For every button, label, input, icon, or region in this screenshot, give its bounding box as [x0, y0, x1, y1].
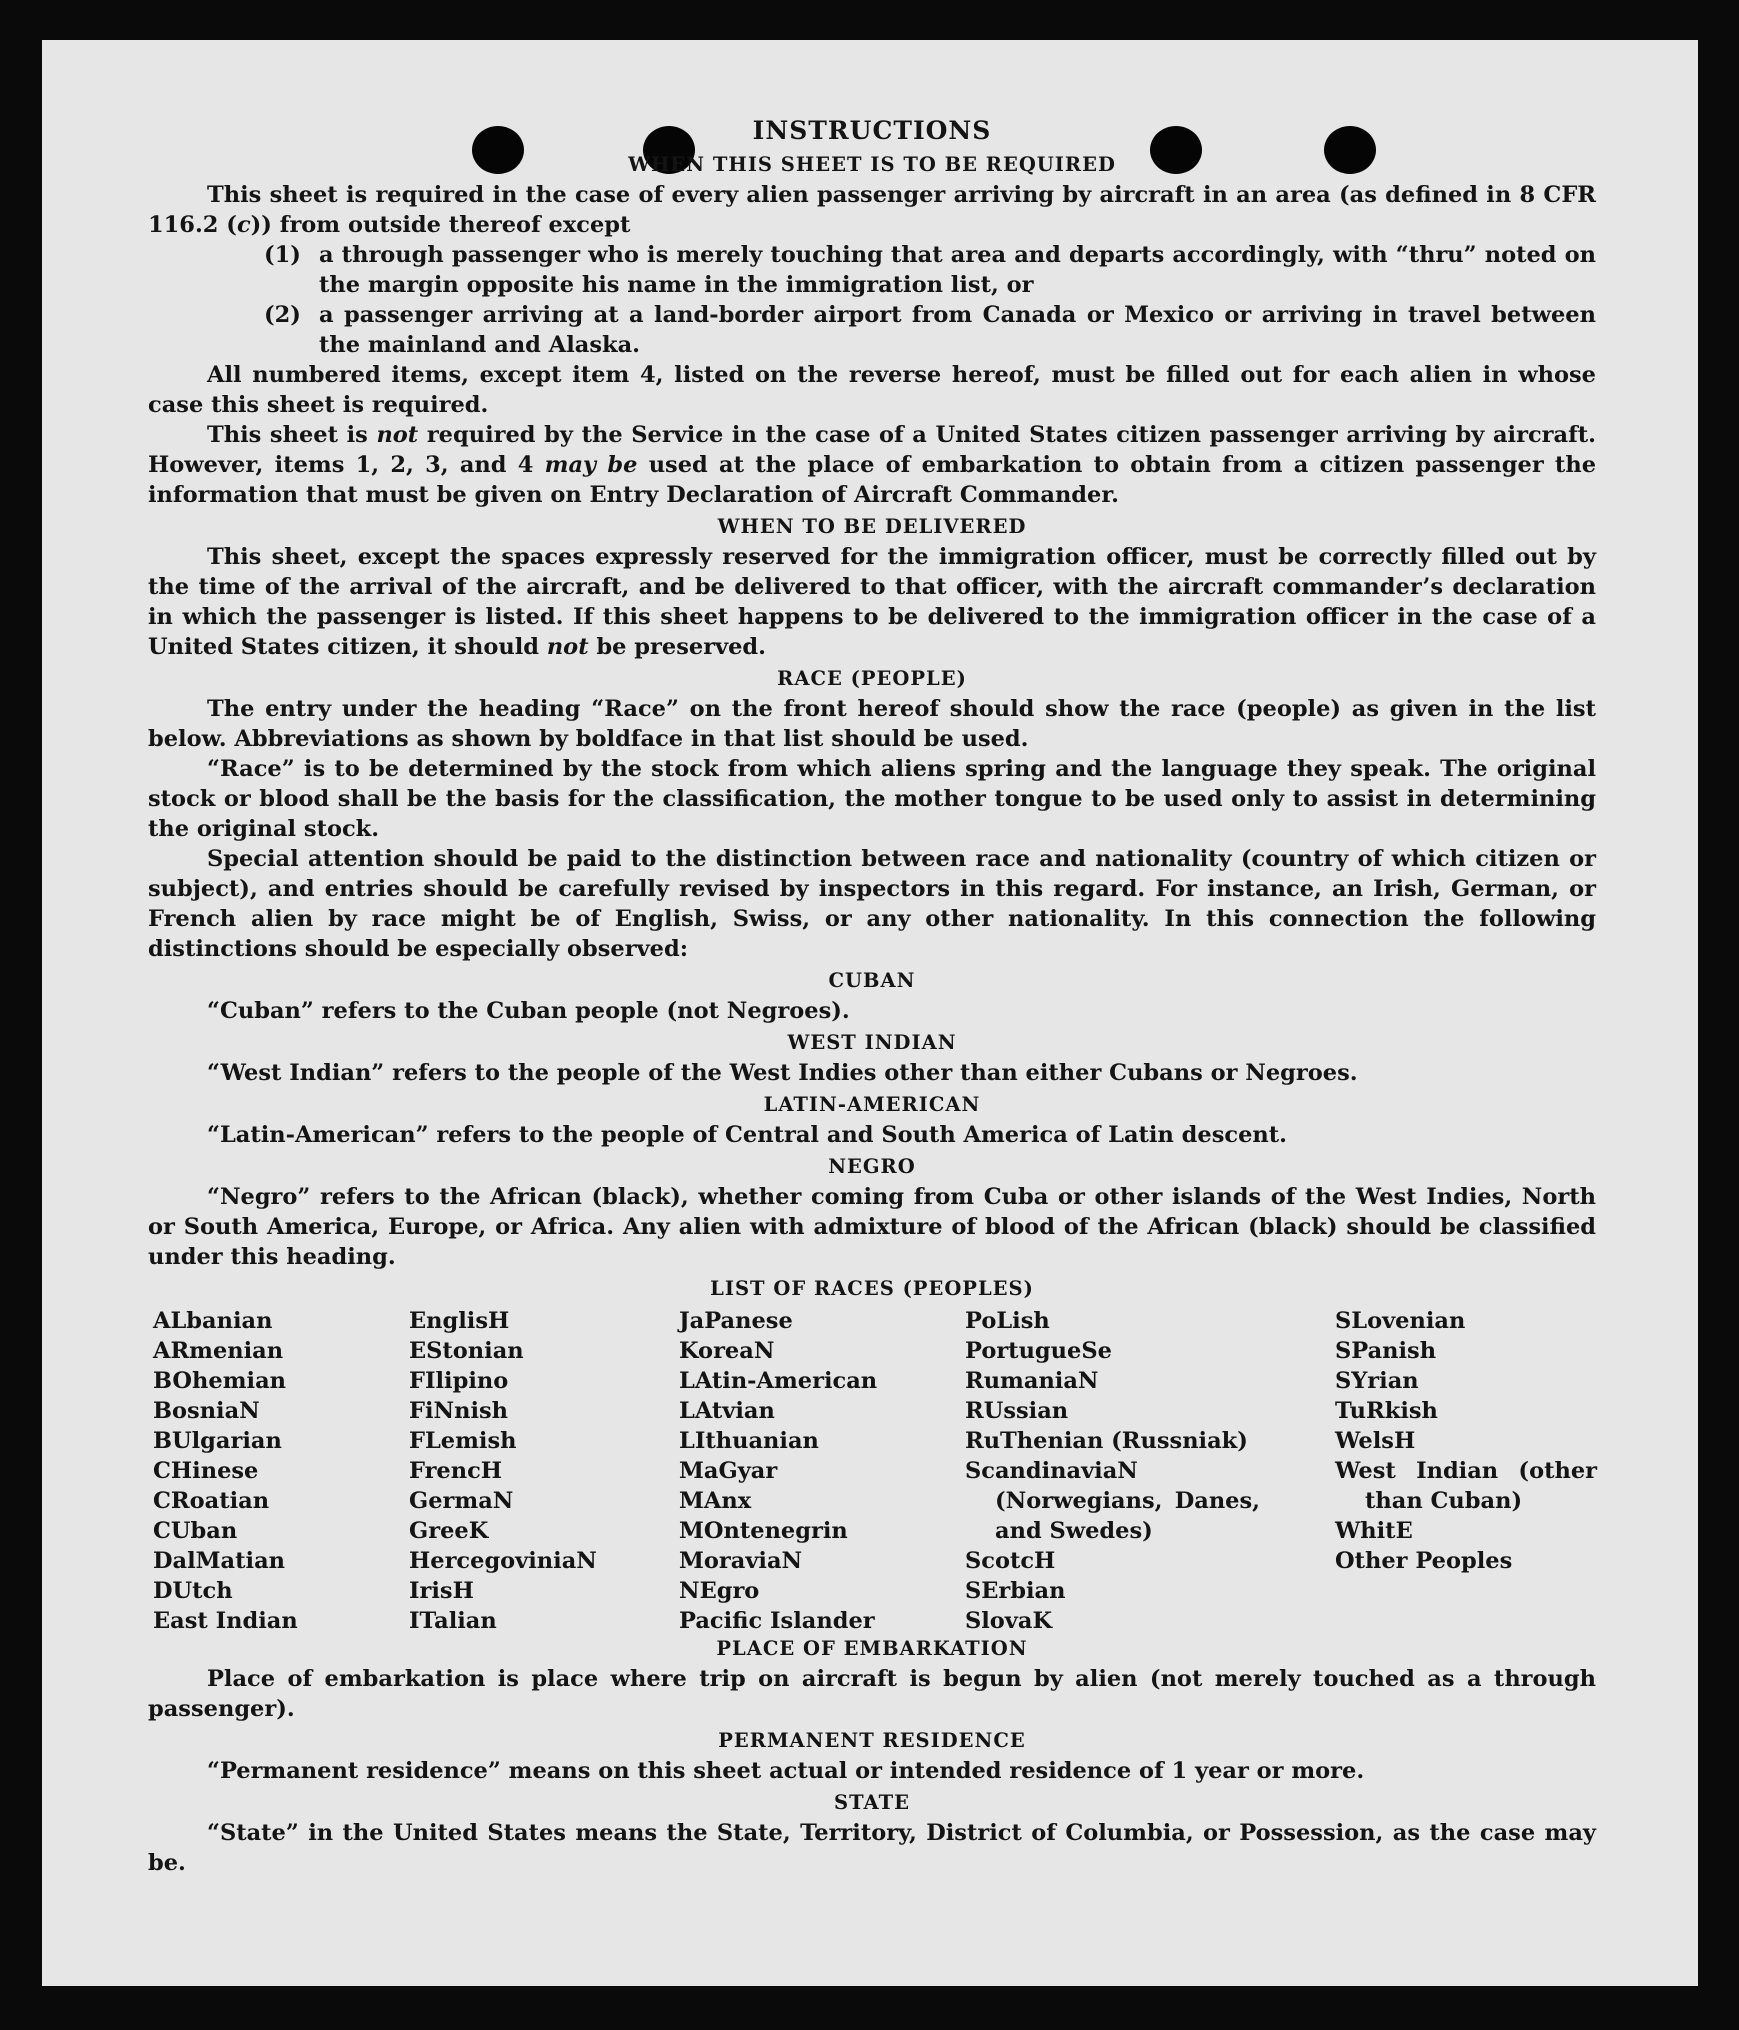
race-item: ITalian	[409, 1608, 497, 1634]
race-item: BOhemian	[153, 1368, 287, 1394]
paragraph	[148, 694, 1596, 754]
races-column	[679, 1306, 877, 1636]
race-item: SErbian	[965, 1578, 1066, 1604]
paragraph	[148, 1664, 1596, 1724]
race-item: SlovaK	[965, 1608, 1053, 1634]
race-item: Other Peoples	[1335, 1548, 1513, 1574]
race-item: KoreaN	[679, 1338, 775, 1364]
race-item: HercegoviniaN	[409, 1548, 597, 1574]
race-item: ScandinaviaN (Norwegians, Danes, and Swedes)	[965, 1458, 1260, 1544]
emphasis-text: not	[546, 634, 589, 660]
text-segment: be preserved.	[588, 634, 767, 660]
race-item: MaGyar	[679, 1458, 778, 1484]
text-segment: The entry under the heading “Race” on the front hereof should show the race (people) as given in the list below. Abbreviations as shown by boldface in that list should be used.	[148, 696, 1596, 752]
section-heading: WHEN TO BE DELIVERED	[717, 515, 1027, 538]
text-segment: required by the Service in the case of a United States citizen passenger arriving by aircraft. However, items 1, 2, 3, and 4	[148, 422, 1596, 478]
race-item: NEgro	[679, 1578, 760, 1604]
race-item: IrisH	[409, 1578, 474, 1604]
race-item: CUban	[153, 1518, 238, 1544]
race-item: RuThenian (Russniak)	[965, 1428, 1248, 1454]
emphasis-text: not	[376, 422, 419, 448]
race-item: ARmenian	[153, 1338, 284, 1364]
text-segment: “Cuban” refers to the Cuban people (not Negroes).	[207, 998, 850, 1024]
race-item: RumaniaN	[965, 1368, 1099, 1394]
race-item: MoraviaN	[679, 1548, 803, 1574]
race-item: FiNnish	[409, 1398, 509, 1424]
item-text	[319, 300, 1596, 360]
item-text	[319, 240, 1596, 300]
race-item: LIthuanian	[679, 1428, 819, 1454]
section-heading: RACE (PEOPLE)	[777, 667, 967, 690]
race-item: MOntenegrin	[679, 1518, 848, 1544]
races-column	[153, 1306, 298, 1636]
section-heading: CUBAN	[828, 969, 916, 992]
races-column	[409, 1306, 597, 1636]
race-item: West Indian (other than Cuban)	[1335, 1458, 1597, 1514]
text-segment: a passenger arriving at a land-border airport from Canada or Mexico or arriving in travel between the mainland and Alaska.	[319, 302, 1596, 358]
section-heading: WEST INDIAN	[787, 1031, 957, 1054]
paragraph	[148, 1756, 1596, 1786]
race-item: TuRkish	[1335, 1398, 1438, 1424]
emphasis-text: c	[236, 212, 251, 238]
section-heading: PERMANENT RESIDENCE	[718, 1729, 1026, 1752]
race-item: JaPanese	[679, 1308, 793, 1334]
paragraph	[148, 180, 1596, 240]
race-item: CHinese	[153, 1458, 259, 1484]
paragraph	[148, 1058, 1596, 1088]
item-number: (1)	[264, 242, 301, 268]
paragraph	[148, 542, 1596, 662]
races-list	[148, 1306, 1596, 1632]
emphasis-text: may be	[544, 452, 638, 478]
race-item: PortugueSe	[965, 1338, 1112, 1364]
section-heading: LATIN-AMERICAN	[763, 1093, 981, 1116]
race-item: EnglisH	[409, 1308, 510, 1334]
paragraph	[148, 360, 1596, 420]
text-segment: This sheet is required in the case of every alien passenger arriving by aircraft in an area (as defined in 8 CFR 116.2 (	[148, 182, 1596, 238]
item-number: (2)	[264, 302, 301, 328]
text-segment: “State” in the United States means the State, Territory, District of Columbia, or Possession, as the case may be.	[148, 1820, 1596, 1876]
race-item: FLemish	[409, 1428, 517, 1454]
race-item: CRoatian	[153, 1488, 270, 1514]
race-item: EStonian	[409, 1338, 524, 1364]
race-item: PoLish	[965, 1308, 1050, 1334]
race-item: RUssian	[965, 1398, 1069, 1424]
text-segment: Place of embarkation is place where trip on aircraft is begun by alien (not merely touched as a through passenger).	[148, 1666, 1596, 1722]
race-item: GermaN	[409, 1488, 514, 1514]
text-segment: This sheet is	[207, 422, 377, 448]
section-heading: LIST OF RACES (PEOPLES)	[710, 1277, 1034, 1300]
races-column	[1335, 1306, 1597, 1576]
paragraph	[148, 844, 1596, 964]
instructions-content	[148, 114, 1596, 1878]
race-item: WhitE	[1335, 1518, 1413, 1544]
race-item: BosniaN	[153, 1398, 260, 1424]
text-segment: “West Indian” refers to the people of the West Indies other than either Cubans or Negroes.	[207, 1060, 1358, 1086]
text-segment: “Race” is to be determined by the stock from which aliens spring and the language they speak. The original stock or blood shall be the basis for the classification, the mother tongue to be used only to assist in determining the original stock.	[148, 756, 1596, 842]
text-segment: “Negro” refers to the African (black), whether coming from Cuba or other islands of the West Indies, North or South America, Europe, or Africa. Any alien with admixture of blood of the African (black) should be classified under this heading.	[148, 1184, 1596, 1270]
race-item: SPanish	[1335, 1338, 1437, 1364]
race-item: FIlipino	[409, 1368, 509, 1394]
race-item: WelsH	[1335, 1428, 1416, 1454]
text-segment: Special attention should be paid to the distinction between race and nationality (country of which citizen or subject), and entries should be carefully revised by inspectors in this regard. For instance, an Irish, German, or French alien by race might be of English, Swiss, or any other nationality. In this connection the following distinctions should be especially observed:	[148, 846, 1596, 962]
paragraph	[148, 1120, 1596, 1150]
race-item: FrencH	[409, 1458, 503, 1484]
paragraph	[148, 420, 1596, 510]
list-item	[264, 300, 1596, 360]
text-segment: All numbered items, except item 4, listed on the reverse hereof, must be filled out for each alien in whose case this sheet is required.	[148, 362, 1596, 418]
races-column	[965, 1306, 1260, 1636]
paragraph	[148, 1182, 1596, 1272]
paragraph	[148, 996, 1596, 1026]
race-item: SLovenian	[1335, 1308, 1466, 1334]
race-item: LAtvian	[679, 1398, 775, 1424]
race-item: ScotcH	[965, 1548, 1056, 1574]
list-item	[264, 240, 1596, 300]
section-heading: NEGRO	[828, 1155, 916, 1178]
text-segment: a through passenger who is merely touching that area and departs accordingly, with “thru” noted on the margin opposite his name in the immigration list, or	[319, 242, 1596, 298]
race-item: SYrian	[1335, 1368, 1419, 1394]
paragraph	[148, 1818, 1596, 1878]
section-heading: STATE	[834, 1791, 910, 1814]
text-segment: “Permanent residence” means on this sheet actual or intended residence of 1 year or more.	[207, 1758, 1365, 1784]
race-item: Pacific Islander	[679, 1608, 875, 1634]
text-segment: “Latin-American” refers to the people of Central and South America of Latin descent.	[207, 1122, 1287, 1148]
race-item: DUtch	[153, 1578, 233, 1604]
race-item: East Indian	[153, 1608, 298, 1634]
race-item: LAtin-American	[679, 1368, 878, 1394]
race-item: BUlgarian	[153, 1428, 282, 1454]
race-item: MAnx	[679, 1488, 752, 1514]
race-item: DalMatian	[153, 1548, 286, 1574]
text-segment: This sheet, except the spaces expressly reserved for the immigration officer, must be correctly filled out by the time of the arrival of the aircraft, and be delivered to that officer, with the aircraft commander’s declaration in which the passenger is listed. If this sheet happens to be delivered to the immigration officer in the case of a United States citizen, it should	[148, 544, 1596, 660]
page-title: INSTRUCTIONS	[752, 116, 992, 145]
race-item: GreeK	[409, 1518, 489, 1544]
race-item: ALbanian	[153, 1308, 273, 1334]
paragraph	[148, 754, 1596, 844]
text-segment: used at the place of embarkation to obtain from a citizen passenger the information that must be given on Entry Declaration of Aircraft Commander.	[148, 452, 1597, 508]
section-heading: WHEN THIS SHEET IS TO BE REQUIRED	[628, 153, 1116, 176]
section-heading: PLACE OF EMBARKATION	[716, 1637, 1028, 1660]
text-segment: )) from outside thereof except	[250, 212, 631, 238]
